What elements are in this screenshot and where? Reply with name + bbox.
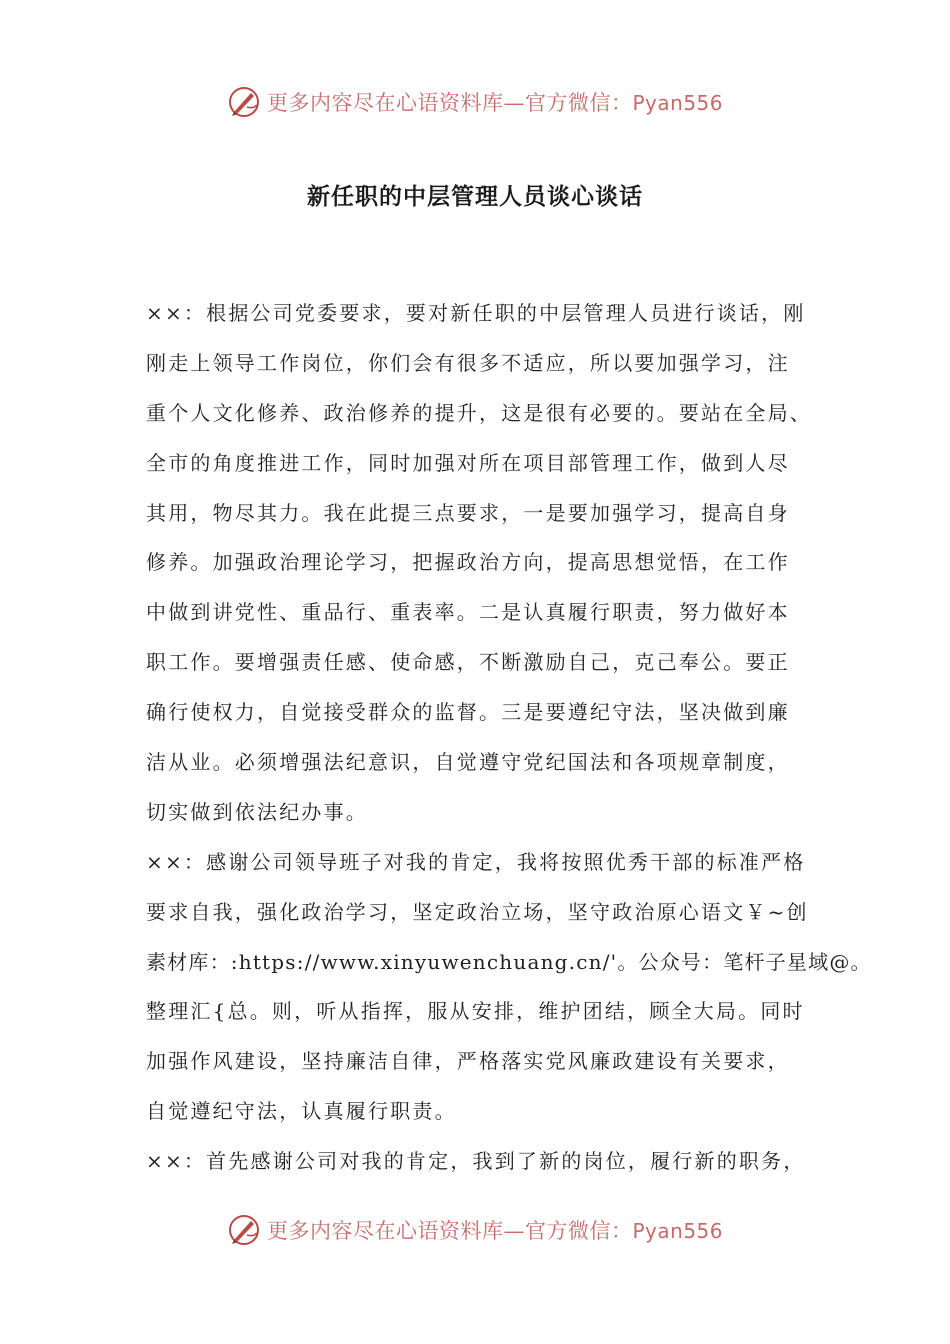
footer-banner-account-label: 官方微信：	[524, 1219, 633, 1243]
pen-logo-icon	[227, 85, 261, 119]
body-line: 洁从业。必须增强法纪意识，自觉遵守党纪国法和各项规章制度，	[146, 750, 790, 775]
header-banner-separator: —	[503, 91, 525, 115]
document-title: 新任职的中层管理人员谈心谈话	[307, 184, 643, 210]
body-line: 自觉遵纪守法，认真履行职责。	[146, 1099, 457, 1124]
header-banner-slogan: 更多内容尽在心语资料库	[266, 91, 504, 115]
body-line: 全市的角度推进工作，同时加强对所在项目部管理工作，做到人尽	[146, 450, 790, 475]
footer-banner-account-id: Pyan556	[632, 1219, 723, 1243]
body-line: 加强作风建设，坚持廉洁自律，严格落实党风廉政建设有关要求，	[146, 1049, 790, 1074]
document-body	[146, 294, 872, 1192]
body-line: ××：感谢公司领导班子对我的肯定，我将按照优秀干部的标准严格	[146, 849, 806, 874]
body-line: 职工作。要增强责任感、使命感，不断激励自己，克己奉公。要正	[146, 650, 790, 675]
header-banner-text	[267, 87, 723, 117]
footer-banner	[0, 1208, 950, 1252]
body-line: 确行使权力，自觉接受群众的监督。三是要遵纪守法，坚决做到廉	[146, 700, 790, 725]
body-line: 切实做到依法纪办事。	[146, 799, 368, 824]
body-line: 整理汇{总。则，听从指挥，服从安排，维护团结，顾全大局。同时	[146, 999, 805, 1024]
header-banner-account-id: Pyan556	[632, 91, 723, 115]
body-line: 刚走上领导工作岗位，你们会有很多不适应，所以要加强学习，注	[146, 350, 790, 375]
header-banner	[0, 80, 950, 124]
body-line: ××：首先感谢公司对我的肯定，我到了新的岗位，履行新的职务，	[146, 1149, 806, 1174]
body-line: ××：根据公司党委要求，要对新任职的中层管理人员进行谈话，刚	[146, 301, 806, 325]
pen-logo-icon	[227, 1213, 261, 1247]
footer-banner-separator: —	[503, 1219, 525, 1243]
body-line: 修养。加强政治理论学习，把握政治方向，提高思想觉悟，在工作	[146, 550, 790, 575]
footer-banner-slogan: 更多内容尽在心语资料库	[266, 1219, 504, 1243]
body-line: 重个人文化修养、政治修养的提升，这是很有必要的。要站在全局、	[146, 400, 812, 425]
body-line: 要求自我，强化政治学习，坚定政治立场，坚守政治原心语文￥~创	[146, 899, 809, 924]
header-banner-account-label: 官方微信：	[524, 91, 633, 115]
body-line: 中做到讲党性、重品行、重表率。二是认真履行职责，努力做好本	[146, 600, 790, 625]
body-line: 素材库：:https://www.xinyuwenchuang.cn/'。公众号：笔杆子星域@。	[146, 949, 872, 974]
footer-banner-text	[267, 1215, 723, 1245]
body-line: 其用，物尽其力。我在此提三点要求，一是要加强学习，提高自身	[146, 500, 790, 525]
